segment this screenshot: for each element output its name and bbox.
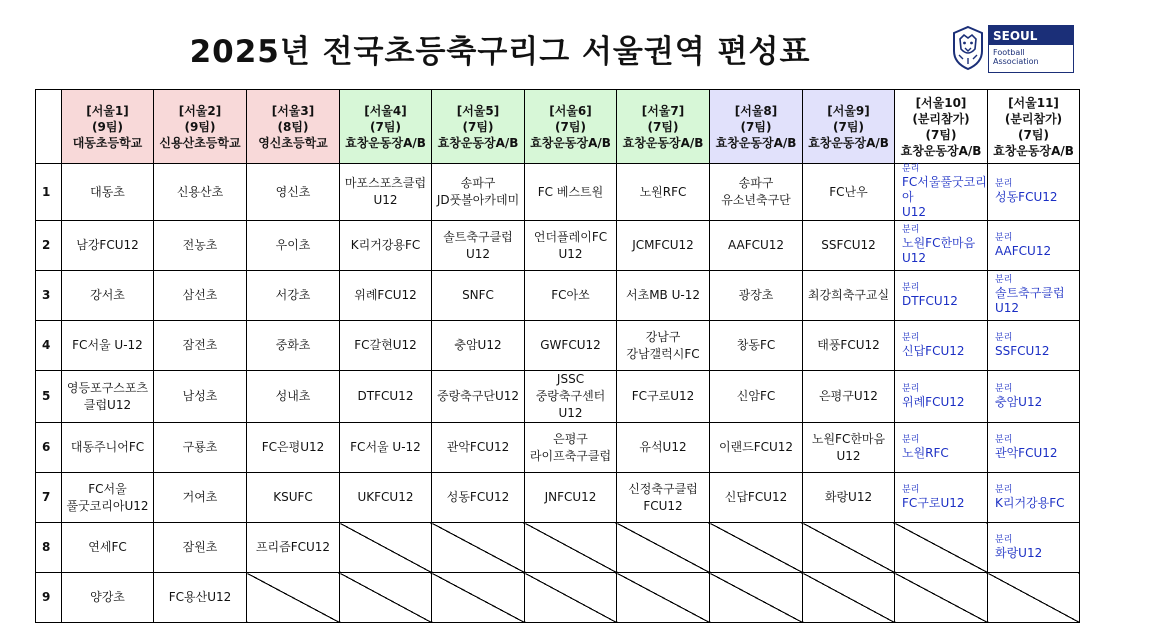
column-header (525, 90, 617, 164)
team-name: FC서울풀굿코리아 (902, 175, 987, 204)
team-cell (247, 523, 340, 573)
team-name: FC구로U12 (631, 389, 695, 403)
detached-team-cell (895, 473, 988, 523)
logo-football: Football (993, 48, 1025, 57)
team-cell (247, 423, 340, 473)
detached-team-cell (988, 321, 1080, 371)
detached-team-cell (988, 271, 1080, 321)
empty-slot (803, 573, 895, 623)
team-cell (617, 423, 710, 473)
column-header-line: [서울1] (86, 103, 129, 118)
team-name: 노원FC한마음U12 (902, 236, 976, 265)
team-name: 대동주니어FC (70, 440, 145, 454)
detached-team-cell (988, 523, 1080, 573)
team-name: FC갈현U12 (354, 338, 417, 352)
team-name: 남성초 (182, 389, 218, 403)
team-name: FC 베스트원 (537, 184, 604, 199)
team-name: 신답FCU12 (724, 490, 788, 504)
team-cell (710, 473, 803, 523)
column-header-line: 효창운동장A/B (900, 143, 982, 158)
empty-slot (432, 573, 525, 623)
team-cell (340, 473, 432, 523)
team-cell (803, 473, 895, 523)
detached-tag: 분리 (995, 275, 1013, 285)
team-name: 중랑축구단U12 (436, 389, 519, 403)
column-header (895, 90, 988, 164)
table-row (36, 164, 1080, 221)
team-name: 화랑U12 (824, 490, 873, 504)
column-header-line: 효창운동장A/B (530, 135, 611, 150)
team-cell (803, 371, 895, 423)
team-cell (247, 321, 340, 371)
table-row (36, 321, 1080, 371)
team-name: 솔트축구클럽 (443, 229, 513, 244)
empty-slot (525, 523, 617, 573)
team-cell (154, 473, 247, 523)
table-row (36, 371, 1080, 423)
column-header (247, 90, 340, 164)
column-header-line: [서울4] (364, 103, 407, 118)
team-name: FC서울 (88, 481, 127, 496)
row-number: 9 (36, 573, 62, 623)
team-cell (247, 271, 340, 321)
team-name: 관악FCU12 (995, 445, 1058, 460)
detached-team-cell (895, 321, 988, 371)
column-header (432, 90, 525, 164)
team-cell (154, 321, 247, 371)
team-name: 성내초 (275, 389, 311, 403)
team-name: U12 (558, 246, 583, 261)
team-name: 충암U12 (995, 394, 1043, 409)
team-cell (340, 271, 432, 321)
team-name: 삼선초 (182, 288, 218, 302)
detached-tag: 분리 (902, 282, 920, 293)
team-name: AAFCU12 (995, 243, 1052, 258)
team-name: FC서울 U-12 (72, 338, 143, 352)
team-cell (432, 271, 525, 321)
team-name: K리거강용FC (350, 238, 421, 252)
team-name: 잠전초 (182, 338, 218, 352)
team-name: 프리즘FCU12 (255, 540, 331, 554)
team-cell (432, 164, 525, 221)
table-row (36, 271, 1080, 321)
team-name: 유소년축구단 (721, 193, 791, 207)
detached-team-cell (988, 221, 1080, 271)
team-name: 중화초 (275, 338, 311, 352)
column-header-line: [서울7] (641, 103, 685, 118)
team-cell (62, 271, 154, 321)
team-name: 노원FC한마음 (811, 431, 886, 446)
team-name: 신용산초 (176, 184, 224, 199)
team-name: 노원RFC (639, 184, 687, 199)
empty-slot (247, 573, 340, 623)
team-cell (340, 164, 432, 221)
team-name: U12 (373, 193, 398, 207)
team-name: 화랑U12 (995, 545, 1043, 560)
team-name: 거여초 (182, 490, 218, 504)
team-name: FCU12 (643, 498, 683, 513)
team-cell (154, 573, 247, 623)
team-name: 신암FC (736, 389, 776, 403)
team-name: SSFCU12 (995, 343, 1050, 358)
row-number: 7 (36, 473, 62, 523)
detached-team-cell (895, 371, 988, 423)
team-cell (525, 221, 617, 271)
column-header (988, 90, 1080, 164)
team-name: 송파구 (738, 176, 774, 190)
team-name: FC용산U12 (168, 590, 232, 604)
column-header-line: (7팀) (925, 127, 957, 142)
table-row (36, 523, 1080, 573)
team-name: 신정축구클럽 (628, 481, 698, 496)
empty-slot (432, 523, 525, 573)
detached-tag: 분리 (995, 179, 1013, 189)
team-name: 은평구U12 (819, 389, 878, 403)
team-cell (62, 473, 154, 523)
column-header-line: (7팀) (370, 119, 401, 134)
detached-tag: 분리 (995, 332, 1013, 343)
team-cell (710, 321, 803, 371)
column-header-line: 대동초등학교 (72, 135, 143, 150)
team-name: 이랜드FCU12 (718, 440, 794, 454)
team-name: DTFCU12 (902, 293, 958, 308)
column-header-line: (7팀) (647, 119, 679, 134)
team-name: 대동초 (90, 184, 125, 199)
team-cell (525, 164, 617, 221)
tiger-emblem-icon (951, 25, 985, 71)
team-name: KSUFC (273, 490, 313, 504)
team-name: 언더플레이FC (533, 229, 608, 244)
team-cell (154, 164, 247, 221)
team-name: 우이초 (275, 238, 311, 252)
team-name: UKFCU12 (357, 490, 414, 504)
team-cell (62, 523, 154, 573)
team-name: 전농초 (182, 238, 218, 252)
column-header (803, 90, 895, 164)
league-table (35, 89, 1080, 623)
column-header-line: [서울5] (456, 103, 500, 118)
column-header (340, 90, 432, 164)
detached-team-cell (895, 271, 988, 321)
row-number: 1 (36, 164, 62, 221)
team-name: 풀굿코리아U12 (66, 498, 149, 513)
team-name: 서강초 (275, 288, 311, 302)
column-header-line: 신용산초등학교 (159, 135, 241, 150)
detached-team-cell (895, 164, 988, 221)
empty-slot (895, 523, 988, 573)
team-name: 서초MB U-12 (626, 288, 700, 302)
team-name: FC구로U12 (902, 495, 965, 510)
column-header-line: [서울6] (549, 103, 592, 118)
team-cell (617, 473, 710, 523)
team-cell (340, 423, 432, 473)
team-cell (525, 321, 617, 371)
team-cell (62, 221, 154, 271)
team-name: 성동FCU12 (995, 190, 1058, 204)
team-cell (803, 271, 895, 321)
detached-tag: 분리 (995, 383, 1013, 394)
team-name: SSFCU12 (821, 238, 876, 252)
team-name: 강남갤럭시FC (626, 346, 700, 361)
empty-slot (803, 523, 895, 573)
team-name: K리거강용FC (995, 495, 1065, 510)
corner-cell (36, 90, 62, 164)
team-cell (247, 164, 340, 221)
column-header-line: (분리참가) (1004, 111, 1063, 126)
team-name: 잠원초 (182, 540, 218, 554)
team-name: 라이프축구클럽 (529, 448, 612, 463)
team-cell (617, 321, 710, 371)
column-header-line: (9팀) (92, 119, 123, 134)
team-name: FC난우 (829, 184, 868, 199)
table-row (36, 221, 1080, 271)
page-title: 2025년 전국초등축구리그 서울권역 편성표 (189, 34, 811, 70)
team-cell (432, 371, 525, 423)
team-name: 태풍FCU12 (817, 338, 880, 352)
team-name: 노원RFC (902, 445, 949, 460)
column-header-line: (7팀) (555, 119, 586, 134)
logo-seoul: SEOUL (989, 26, 1073, 45)
team-cell (62, 164, 154, 221)
logo-wordmark (988, 25, 1074, 73)
column-header-line: (분리참가) (912, 111, 970, 126)
team-name: 광장초 (738, 288, 774, 302)
team-cell (340, 321, 432, 371)
team-name: U12 (836, 448, 861, 463)
table-row (36, 573, 1080, 623)
detached-team-cell (895, 423, 988, 473)
team-name: 성동FCU12 (446, 490, 510, 504)
empty-slot (617, 573, 710, 623)
team-name: 구룡초 (182, 440, 218, 454)
team-name: 클럽U12 (83, 397, 132, 412)
team-cell (62, 573, 154, 623)
team-name: 마포스포츠클럽 (344, 176, 427, 190)
team-name: 위례FCU12 (902, 394, 965, 409)
team-cell (710, 371, 803, 423)
team-cell (617, 164, 710, 221)
detached-tag: 분리 (902, 332, 920, 343)
team-name: 신답FCU12 (902, 343, 965, 358)
team-cell (525, 423, 617, 473)
empty-slot (340, 523, 432, 573)
detached-tag: 분리 (902, 164, 920, 174)
empty-slot (710, 573, 803, 623)
team-name: 양강초 (90, 590, 125, 604)
detached-team-cell (988, 473, 1080, 523)
team-cell (62, 423, 154, 473)
team-cell (154, 371, 247, 423)
team-cell (154, 523, 247, 573)
team-cell (247, 473, 340, 523)
column-header-line: (7팀) (462, 119, 494, 134)
team-name: 위례FCU12 (354, 288, 417, 302)
row-number: 4 (36, 321, 62, 371)
team-name: FC서울 U-12 (350, 440, 421, 454)
column-header-line: 효창운동장A/B (622, 135, 704, 150)
team-cell (803, 221, 895, 271)
team-name: U12 (902, 205, 927, 219)
team-cell (710, 423, 803, 473)
team-cell (525, 371, 617, 423)
team-name: DTFCU12 (357, 389, 414, 403)
detached-team-cell (988, 164, 1080, 221)
team-name: FC아쏘 (551, 288, 590, 302)
column-header-line: 효창운동장A/B (808, 135, 889, 150)
team-name: JCMFCU12 (632, 238, 694, 252)
column-header-line: 효창운동장A/B (437, 135, 519, 150)
team-cell (432, 423, 525, 473)
team-cell (154, 423, 247, 473)
team-name: U12 (465, 246, 491, 261)
team-cell (803, 423, 895, 473)
team-name: 강남구 (645, 329, 681, 344)
table-row (36, 423, 1080, 473)
team-cell (62, 321, 154, 371)
column-header-line: 효창운동장A/B (715, 135, 797, 150)
team-name: SNFC (462, 288, 494, 302)
team-name: 최강희축구교실 (807, 288, 890, 302)
team-cell (617, 221, 710, 271)
team-name: 송파구 (460, 176, 496, 190)
row-number: 6 (36, 423, 62, 473)
column-header-line: (7팀) (740, 119, 772, 134)
detached-tag: 분리 (902, 434, 920, 445)
detached-tag: 분리 (902, 225, 920, 235)
team-name: 충암U12 (454, 338, 502, 352)
team-name: 은평구 (553, 431, 588, 446)
team-cell (432, 321, 525, 371)
column-header (710, 90, 803, 164)
column-header-line: [서울3] (271, 103, 315, 118)
column-header-line: (7팀) (1018, 127, 1049, 142)
team-cell (340, 221, 432, 271)
team-cell (525, 473, 617, 523)
detached-tag: 분리 (995, 484, 1013, 495)
team-name: 영신초 (275, 184, 311, 199)
detached-tag: 분리 (995, 232, 1013, 243)
team-cell (340, 371, 432, 423)
column-header-line: [서울2] (178, 103, 222, 118)
team-name: FC은평U12 (261, 440, 325, 454)
empty-slot (617, 523, 710, 573)
team-cell (247, 221, 340, 271)
column-header (62, 90, 154, 164)
detached-team-cell (988, 371, 1080, 423)
empty-slot (340, 573, 432, 623)
team-cell (247, 371, 340, 423)
column-header-line: (7팀) (833, 119, 864, 134)
team-cell (710, 271, 803, 321)
empty-slot (895, 573, 988, 623)
team-name: 남강FCU12 (76, 238, 139, 252)
team-name: JNFCU12 (544, 490, 597, 504)
team-cell (803, 164, 895, 221)
team-name: 강서초 (90, 288, 125, 302)
team-cell (710, 221, 803, 271)
team-cell (432, 473, 525, 523)
header-row (36, 90, 1080, 164)
column-header (617, 90, 710, 164)
row-number: 8 (36, 523, 62, 573)
detached-tag: 분리 (995, 434, 1013, 445)
column-header-line: [서울10] (915, 95, 967, 110)
detached-tag: 분리 (902, 484, 920, 495)
column-header-line: 효창운동장A/B (993, 143, 1074, 158)
column-header-line: [서울9] (827, 103, 870, 118)
team-name: GWFCU12 (540, 338, 601, 352)
column-header-line: 영신초등학교 (258, 135, 328, 150)
team-cell (154, 271, 247, 321)
team-name: JD풋볼아카데미 (436, 193, 520, 207)
team-cell (803, 321, 895, 371)
team-cell (62, 371, 154, 423)
empty-slot (525, 573, 617, 623)
team-name: 솔트축구클럽U12 (995, 286, 1065, 315)
empty-slot (988, 573, 1080, 623)
team-name: 영등포구스포츠 (66, 380, 149, 395)
team-cell (617, 371, 710, 423)
column-header-line: (8팀) (277, 119, 309, 134)
column-header-line: [서울11] (1008, 95, 1059, 110)
logo-association: Association (993, 57, 1039, 66)
column-header-line: (9팀) (184, 119, 216, 134)
row-number: 2 (36, 221, 62, 271)
team-name: JSSC (556, 372, 585, 386)
team-name: 연세FC (88, 540, 127, 554)
row-number: 3 (36, 271, 62, 321)
column-header-line: [서울8] (734, 103, 778, 118)
empty-slot (710, 523, 803, 573)
team-name: 중랑축구센터U12 (535, 389, 606, 420)
team-cell (710, 164, 803, 221)
team-name: 관악FCU12 (446, 440, 510, 454)
team-name: 창동FC (736, 338, 776, 352)
team-cell (432, 221, 525, 271)
team-cell (617, 271, 710, 321)
team-cell (154, 221, 247, 271)
detached-tag: 분리 (902, 383, 920, 394)
team-name: AAFCU12 (727, 238, 785, 252)
detached-team-cell (988, 423, 1080, 473)
team-cell (525, 271, 617, 321)
detached-team-cell (895, 221, 988, 271)
team-name: 유석U12 (639, 440, 687, 454)
seoul-fa-logo (951, 25, 1074, 73)
row-number: 5 (36, 371, 62, 423)
table-row (36, 473, 1080, 523)
column-header (154, 90, 247, 164)
column-header-line: 효창운동장A/B (345, 135, 426, 150)
detached-tag: 분리 (995, 534, 1013, 545)
